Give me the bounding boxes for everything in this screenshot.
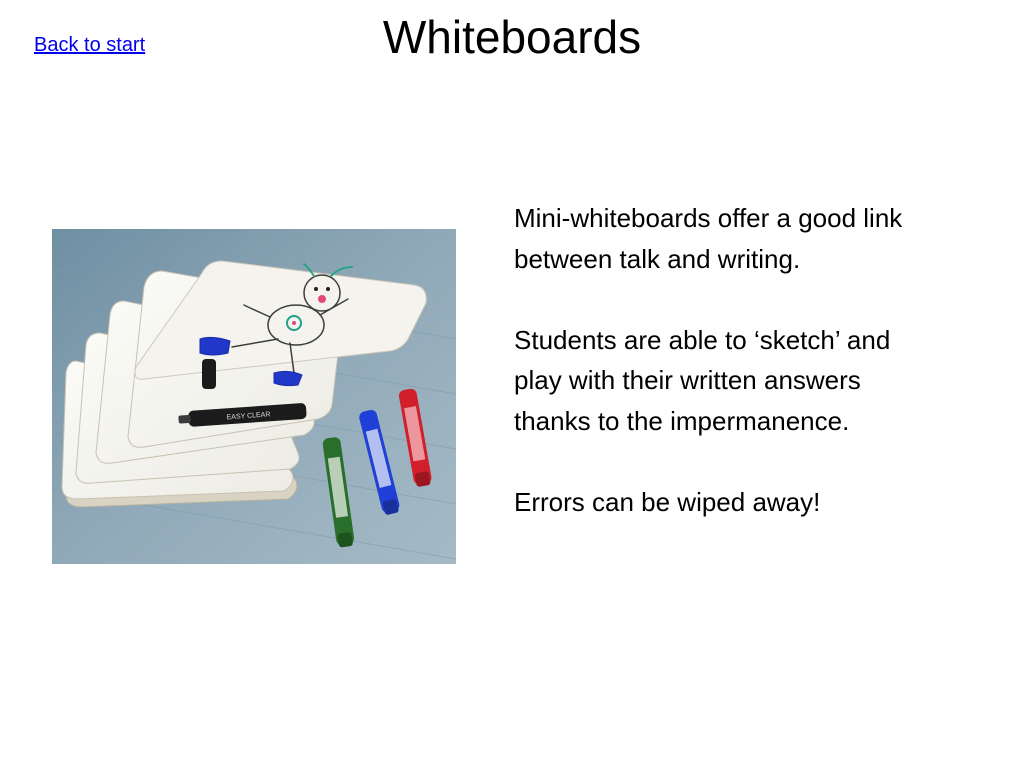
marker-cap [202, 359, 216, 389]
back-to-start-link[interactable]: Back to start [34, 34, 146, 56]
slide-title: Whiteboards [382, 11, 642, 63]
paragraph-errors-wiped: Errors can be wiped away! [514, 486, 821, 517]
paragraph-talk-and-writing: Mini-whiteboards offer a good link between talk and writing. [514, 203, 903, 274]
paragraph-sketch-and-play: Students are able to ‘sketch’ and play with their written answers thanks to the impermanence. [514, 324, 891, 436]
whiteboards-photo [52, 229, 456, 564]
body-text [514, 198, 914, 522]
marker-label: EASY CLEAR [226, 411, 271, 422]
